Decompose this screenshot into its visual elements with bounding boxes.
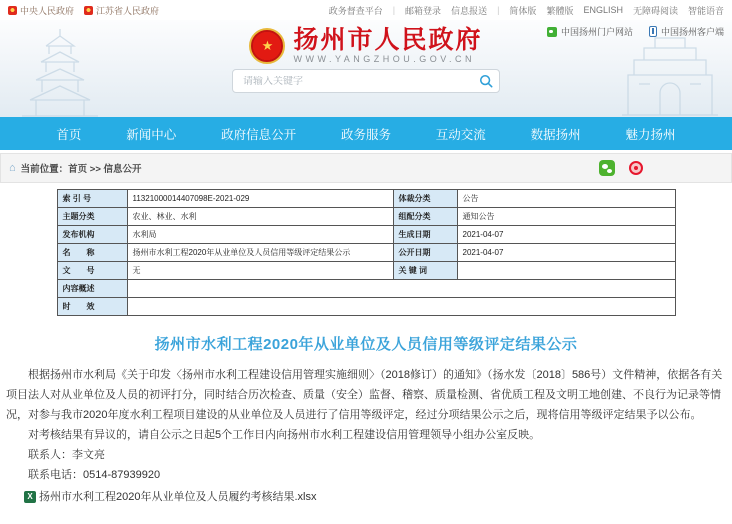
- jiangsu-gov-link[interactable]: [84, 4, 159, 17]
- jiangsu-gov-label: 江苏省人民政府: [96, 5, 160, 16]
- emblem-icon: [8, 6, 17, 15]
- meta-value-genre: 公告: [457, 190, 675, 208]
- portal-site-link[interactable]: [547, 25, 633, 38]
- contact-phone: 联系电话：0514-87939920: [28, 469, 161, 481]
- wechat-icon: [547, 27, 557, 37]
- meta-label-summary: 内容概述: [57, 280, 127, 298]
- home-icon: ⌂: [9, 161, 16, 174]
- table-row: [57, 208, 675, 226]
- article-title: 扬州市水利工程2020年从业单位及人员信用等级评定结果公示: [154, 336, 578, 353]
- breadcrumb[interactable]: [9, 161, 142, 175]
- article-paragraph-1: 根据扬州市水利局《关于印发〈扬州市水利工程建设信用管理实施细则〉（2018修订）的通知》（扬水发〔2018〕586号）文件精神，依据各有关项目法人对从业单位及人员的初评打分，同时结合历次检查、质量（安全）监督、稽察、质量检测、省优质工程及文明工地创建、不良行为记录等情况，对参与我市2020年度水利工程项目建设的从业单位及人员进行了信用等级评定，经过分项结果公示之后，现将信用等级评定结果予以公布。: [6, 369, 723, 421]
- nav-data-yangzhou[interactable]: 数据扬州: [530, 127, 581, 142]
- breadcrumb-label: 当前位置：首页 >> 信息公开: [20, 164, 142, 175]
- meta-value-agency: 水利局: [127, 226, 393, 244]
- meta-label-keywords: 关 键 词: [393, 262, 457, 280]
- meta-label-publish-date: 公开日期: [393, 244, 457, 262]
- brand-text: [293, 27, 482, 64]
- meta-value-index: 11321000014407098E-2021-029: [127, 190, 393, 208]
- search-box: [232, 69, 500, 93]
- top-link-accessibility[interactable]: 无障碍阅读: [632, 5, 678, 16]
- article-paragraph-2: 对考核结果有异议的，请自公示之日起5个工作日内向扬州市水利工程建设信用管理领导小组办公室反映。: [28, 429, 541, 441]
- attachment-link[interactable]: 扬州市水利工程2020年从业单位及人员履约考核结果.xlsx: [39, 491, 317, 503]
- attachment-row: [6, 487, 726, 507]
- main-nav: [0, 117, 732, 150]
- meta-label-doc-number: 文 号: [57, 262, 127, 280]
- excel-file-icon: X: [24, 491, 36, 503]
- separator: |: [497, 5, 500, 15]
- main-content: [0, 189, 732, 507]
- nav-interaction[interactable]: 互动交流: [435, 127, 486, 142]
- top-link-english[interactable]: ENGLISH: [583, 5, 623, 15]
- meta-value-doc-number: 无: [127, 262, 393, 280]
- table-row: [57, 226, 675, 244]
- site-header: [0, 20, 732, 117]
- meta-value-title: 扬州市水利工程2020年从业单位及人员信用等级评定结果公示: [127, 244, 393, 262]
- meta-value-created-date: 2021-04-07: [457, 226, 675, 244]
- meta-label-agency: 发布机构: [57, 226, 127, 244]
- top-link-info-submit[interactable]: 信息报送: [451, 5, 488, 16]
- nav-gov-info-disclosure[interactable]: 政府信息公开: [221, 127, 297, 142]
- portal-site-label: 中国扬州门户网站: [560, 27, 633, 37]
- meta-label-created-date: 生成日期: [393, 226, 457, 244]
- meta-label-genre: 体裁分类: [393, 190, 457, 208]
- table-row: [57, 298, 675, 316]
- search-icon[interactable]: [479, 74, 493, 88]
- meta-label-title: 名 称: [57, 244, 127, 262]
- top-link-simplified[interactable]: 简体版: [509, 5, 537, 16]
- wechat-share-icon[interactable]: [599, 160, 615, 176]
- meta-label-index: 索 引 号: [57, 190, 127, 208]
- article-body: [6, 365, 726, 507]
- central-gov-label: 中央人民政府: [20, 5, 75, 16]
- top-link-mail-login[interactable]: 邮箱登录: [405, 5, 442, 16]
- top-utility-links: [329, 4, 724, 17]
- nav-gov-services[interactable]: 政务服务: [340, 127, 391, 142]
- document-meta-table: [57, 189, 676, 316]
- meta-label-topic: 主题分类: [57, 208, 127, 226]
- table-row: [57, 190, 675, 208]
- breadcrumb-bar: [0, 153, 732, 183]
- nav-news-center[interactable]: 新闻中心: [126, 127, 177, 142]
- meta-value-category: 通知公告: [457, 208, 675, 226]
- separator: |: [392, 5, 396, 15]
- meta-value-publish-date: 2021-04-07: [457, 244, 675, 262]
- meta-value-summary: [127, 280, 675, 298]
- table-row: [57, 262, 675, 280]
- national-emblem-icon: ★: [249, 28, 285, 64]
- meta-value-topic: 农业、林业、水利: [127, 208, 393, 226]
- mobile-app-label: 中国扬州客户端: [660, 27, 724, 37]
- site-title: 扬州市人民政府: [293, 26, 483, 54]
- nav-home[interactable]: 首页: [56, 127, 82, 142]
- top-link-voice[interactable]: 智能语音: [687, 5, 724, 16]
- share-buttons: [599, 160, 643, 176]
- top-utility-bar: [0, 0, 732, 20]
- phone-icon: [649, 26, 657, 37]
- header-right-links: [547, 25, 724, 38]
- table-row: [57, 244, 675, 262]
- top-link-supervision[interactable]: 政务督查平台: [328, 5, 383, 16]
- emblem-icon: [84, 6, 93, 15]
- meta-value-validity: [127, 298, 675, 316]
- top-gov-links: [8, 4, 159, 17]
- gate-art-icon: [614, 29, 726, 117]
- meta-label-category: 组配分类: [393, 208, 457, 226]
- search-input[interactable]: [243, 76, 479, 87]
- central-gov-link[interactable]: [8, 4, 74, 17]
- nav-charm-yangzhou[interactable]: 魅力扬州: [625, 127, 676, 142]
- top-link-traditional[interactable]: 繁體版: [546, 5, 574, 16]
- table-row: [57, 280, 675, 298]
- mobile-app-link[interactable]: [649, 25, 724, 38]
- weibo-share-icon[interactable]: [629, 161, 643, 175]
- pagoda-art-icon: [14, 25, 106, 117]
- meta-label-validity: 时 效: [57, 298, 127, 316]
- meta-value-keywords: [457, 262, 675, 280]
- contact-person: 联系人：李文亮: [28, 449, 105, 461]
- site-url: WWW.YANGZHOU.GOV.CN: [293, 54, 475, 65]
